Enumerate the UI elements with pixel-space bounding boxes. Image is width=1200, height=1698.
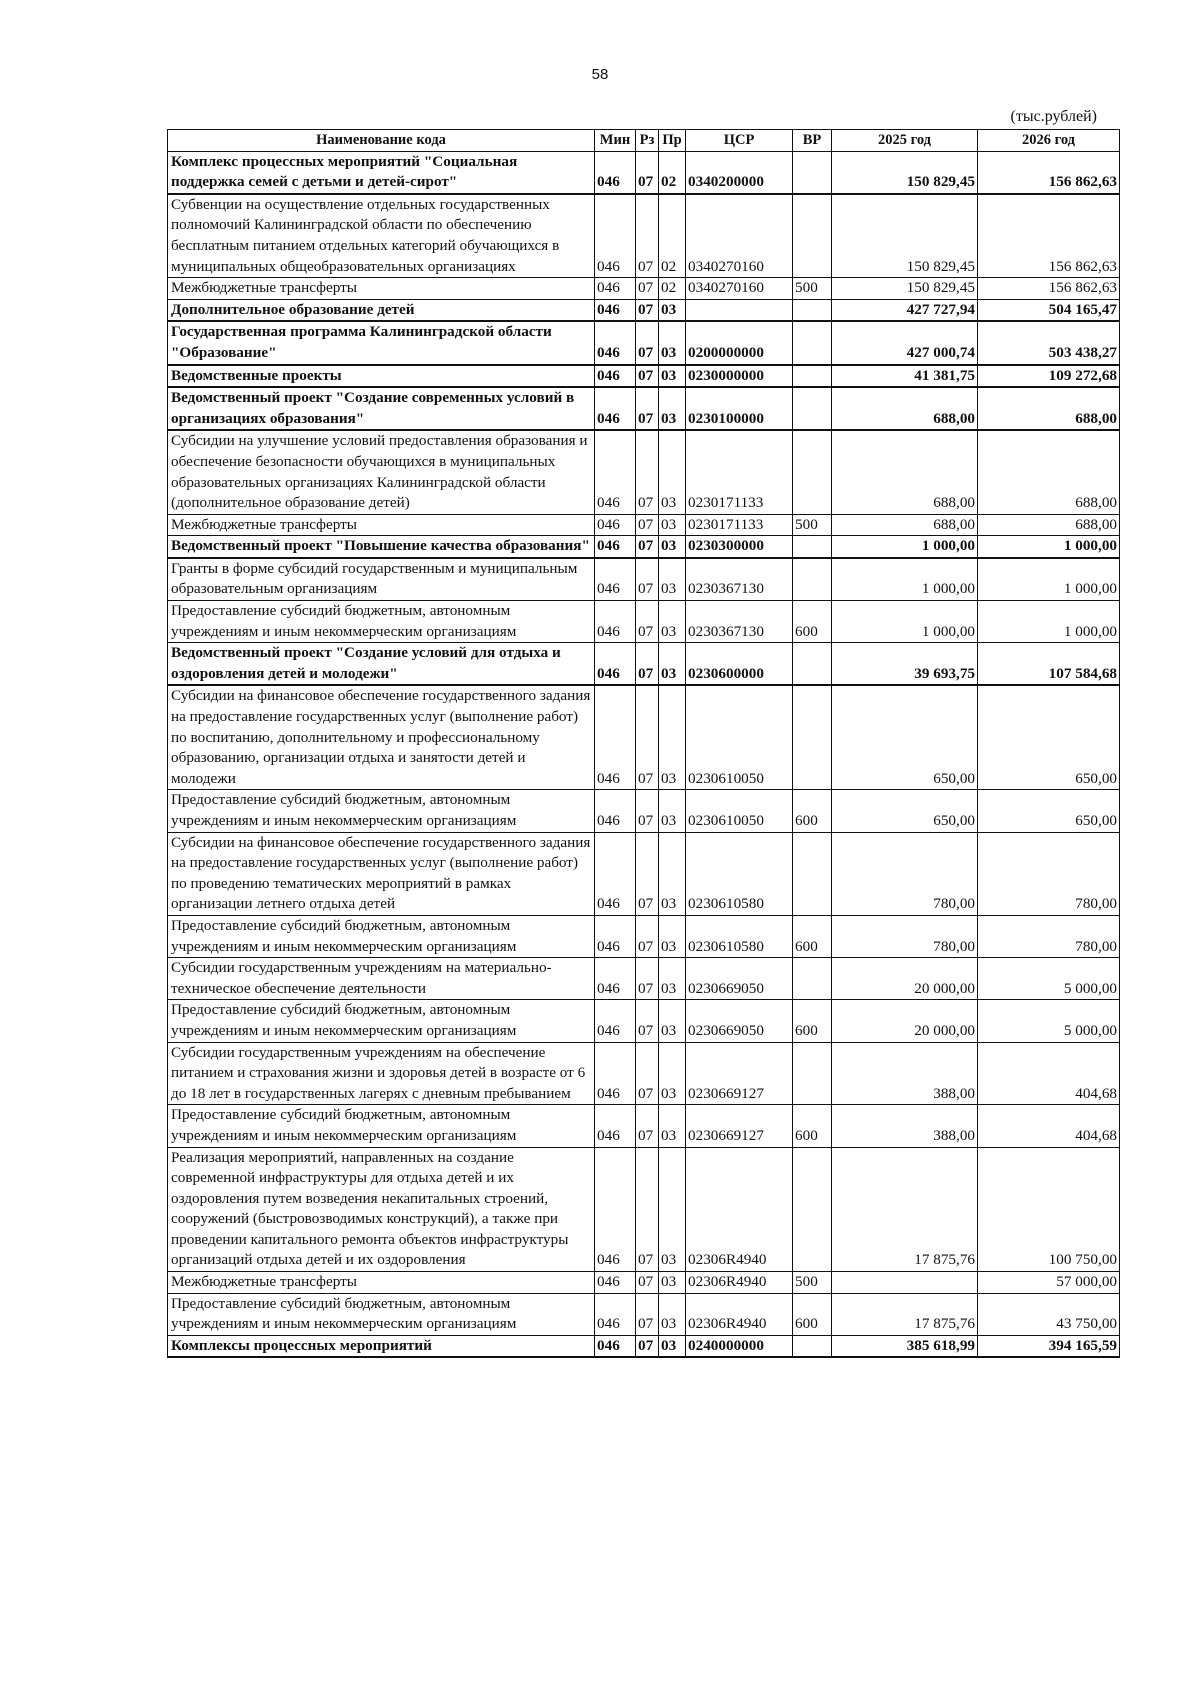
cell-csr: 0230610580 [686, 915, 793, 957]
cell-min: 046 [595, 1335, 636, 1357]
table-row [168, 1293, 1120, 1335]
cell-name: Комплексы процессных мероприятий [168, 1335, 595, 1357]
cell-2025: 17 875,76 [832, 1293, 978, 1335]
cell-2026: 156 862,63 [978, 151, 1120, 194]
cell-csr: 0230100000 [686, 387, 793, 430]
cell-vr: 600 [793, 1105, 832, 1147]
cell-rz: 07 [636, 1335, 659, 1357]
cell-min: 046 [595, 643, 636, 686]
cell-csr: 02306R4940 [686, 1272, 793, 1294]
cell-pr: 03 [659, 1147, 686, 1272]
cell-rz: 07 [636, 643, 659, 686]
table-row [168, 514, 1120, 536]
cell-vr [793, 958, 832, 1000]
table-row [168, 536, 1120, 558]
cell-name: Предоставление субсидий бюджетным, автономным учреждениям и иным некоммерческим организациям [168, 1105, 595, 1147]
table-row [168, 790, 1120, 832]
cell-name: Предоставление субсидий бюджетным, автономным учреждениям и иным некоммерческим организациям [168, 1293, 595, 1335]
cell-2025: 688,00 [832, 387, 978, 430]
cell-csr: 0240000000 [686, 1335, 793, 1357]
cell-name: Субсидии государственным учреждениям на материально-техническое обеспечение деятельности [168, 958, 595, 1000]
table-row [168, 558, 1120, 601]
cell-rz: 07 [636, 685, 659, 789]
page-number: 58 [591, 66, 609, 83]
cell-vr: 600 [793, 790, 832, 832]
cell-min: 046 [595, 365, 636, 388]
cell-2025: 385 618,99 [832, 1335, 978, 1357]
col-header-min: Мин [595, 130, 636, 152]
cell-min: 046 [595, 1293, 636, 1335]
cell-name: Предоставление субсидий бюджетным, автономным учреждениям и иным некоммерческим организациям [168, 1000, 595, 1042]
cell-vr [793, 832, 832, 915]
cell-pr: 03 [659, 1335, 686, 1357]
cell-vr [793, 387, 832, 430]
cell-name: Дополнительное образование детей [168, 299, 595, 321]
cell-name: Ведомственный проект "Создание современных условий в организациях образования" [168, 387, 595, 430]
cell-2026: 503 438,27 [978, 321, 1120, 364]
cell-2025: 1 000,00 [832, 558, 978, 601]
cell-name: Ведомственный проект "Создание условий для отдыха и оздоровления детей и молодежи" [168, 643, 595, 686]
cell-name: Реализация мероприятий, направленных на создание современной инфраструктуры для отдыха детей и их оздоровления путем возведения некапитальных строений, сооружений (быстровозводимых конструкций), а также при проведении капитального ремонта объектов инфраструктуры организаций отдыха детей и их оздоровления [168, 1147, 595, 1272]
cell-vr [793, 365, 832, 388]
cell-vr [793, 1042, 832, 1105]
table-row [168, 685, 1120, 789]
cell-2025: 688,00 [832, 514, 978, 536]
cell-min: 046 [595, 1272, 636, 1294]
cell-2026: 780,00 [978, 915, 1120, 957]
cell-pr: 02 [659, 151, 686, 194]
cell-csr [686, 299, 793, 321]
cell-rz: 07 [636, 1147, 659, 1272]
cell-2026: 404,68 [978, 1042, 1120, 1105]
cell-name: Межбюджетные трансферты [168, 514, 595, 536]
cell-name: Межбюджетные трансферты [168, 278, 595, 300]
table-row [168, 321, 1120, 364]
cell-csr: 0230669050 [686, 958, 793, 1000]
cell-name: Предоставление субсидий бюджетным, автономным учреждениям и иным некоммерческим организациям [168, 915, 595, 957]
cell-vr [793, 558, 832, 601]
cell-pr: 02 [659, 278, 686, 300]
units-label: (тыс.рублей) [1010, 108, 1097, 125]
cell-rz: 07 [636, 194, 659, 278]
cell-min: 046 [595, 958, 636, 1000]
cell-pr: 03 [659, 915, 686, 957]
table-row [168, 151, 1120, 194]
table-header-row [168, 130, 1120, 152]
cell-name: Ведомственные проекты [168, 365, 595, 388]
cell-pr: 03 [659, 601, 686, 643]
cell-2026: 1 000,00 [978, 558, 1120, 601]
cell-vr [793, 536, 832, 558]
cell-pr: 03 [659, 1272, 686, 1294]
cell-rz: 07 [636, 1000, 659, 1042]
cell-pr: 03 [659, 685, 686, 789]
cell-2026: 100 750,00 [978, 1147, 1120, 1272]
col-header-2025: 2025 год [832, 130, 978, 152]
cell-2026: 1 000,00 [978, 601, 1120, 643]
cell-csr: 0230669050 [686, 1000, 793, 1042]
cell-rz: 07 [636, 1105, 659, 1147]
cell-name: Межбюджетные трансферты [168, 1272, 595, 1294]
cell-2025: 780,00 [832, 832, 978, 915]
cell-vr [793, 151, 832, 194]
cell-min: 046 [595, 790, 636, 832]
cell-2026: 688,00 [978, 387, 1120, 430]
cell-min: 046 [595, 321, 636, 364]
table-row [168, 299, 1120, 321]
cell-2026: 107 584,68 [978, 643, 1120, 686]
cell-csr: 0230669127 [686, 1042, 793, 1105]
cell-vr [793, 321, 832, 364]
col-header-name: Наименование кода [168, 130, 595, 152]
cell-2025: 41 381,75 [832, 365, 978, 388]
cell-min: 046 [595, 685, 636, 789]
cell-name: Субсидии на финансовое обеспечение государственного задания на предоставление государственных услуг (выполнение работ) по воспитанию, дополнительному и профессиональному образованию, организации отдыха и занятости детей и молодежи [168, 685, 595, 789]
cell-csr: 0230000000 [686, 365, 793, 388]
cell-csr: 0230669127 [686, 1105, 793, 1147]
cell-pr: 02 [659, 194, 686, 278]
cell-2026: 156 862,63 [978, 194, 1120, 278]
cell-csr: 0230600000 [686, 643, 793, 686]
cell-pr: 03 [659, 832, 686, 915]
cell-name: Гранты в форме субсидий государственным и муниципальным образовательным организациям [168, 558, 595, 601]
cell-min: 046 [595, 514, 636, 536]
cell-rz: 07 [636, 514, 659, 536]
cell-rz: 07 [636, 601, 659, 643]
cell-rz: 07 [636, 1272, 659, 1294]
cell-vr: 600 [793, 601, 832, 643]
cell-2025: 780,00 [832, 915, 978, 957]
cell-2026: 5 000,00 [978, 1000, 1120, 1042]
table-row [168, 278, 1120, 300]
cell-rz: 07 [636, 790, 659, 832]
cell-pr: 03 [659, 299, 686, 321]
table-row [168, 194, 1120, 278]
cell-vr [793, 194, 832, 278]
table-row [168, 430, 1120, 514]
cell-rz: 07 [636, 387, 659, 430]
cell-vr: 600 [793, 1293, 832, 1335]
cell-csr: 02306R4940 [686, 1293, 793, 1335]
cell-rz: 07 [636, 278, 659, 300]
cell-rz: 07 [636, 321, 659, 364]
table-row [168, 365, 1120, 388]
cell-2026: 109 272,68 [978, 365, 1120, 388]
cell-min: 046 [595, 430, 636, 514]
cell-min: 046 [595, 1105, 636, 1147]
cell-2025: 150 829,45 [832, 278, 978, 300]
budget-table [167, 129, 1120, 1358]
cell-pr: 03 [659, 321, 686, 364]
cell-2026: 688,00 [978, 430, 1120, 514]
cell-rz: 07 [636, 958, 659, 1000]
cell-rz: 07 [636, 299, 659, 321]
cell-2025 [832, 1272, 978, 1294]
table-row [168, 601, 1120, 643]
cell-vr: 500 [793, 1272, 832, 1294]
table-row [168, 1042, 1120, 1105]
cell-vr: 500 [793, 514, 832, 536]
cell-min: 046 [595, 832, 636, 915]
cell-min: 046 [595, 299, 636, 321]
cell-2025: 1 000,00 [832, 536, 978, 558]
cell-vr: 600 [793, 915, 832, 957]
cell-2025: 650,00 [832, 685, 978, 789]
col-header-csr: ЦСР [686, 130, 793, 152]
cell-2026: 394 165,59 [978, 1335, 1120, 1357]
cell-2026: 1 000,00 [978, 536, 1120, 558]
cell-min: 046 [595, 1042, 636, 1105]
cell-vr [793, 1147, 832, 1272]
cell-rz: 07 [636, 1293, 659, 1335]
cell-csr: 0200000000 [686, 321, 793, 364]
cell-2026: 504 165,47 [978, 299, 1120, 321]
cell-rz: 07 [636, 832, 659, 915]
cell-csr: 0230367130 [686, 558, 793, 601]
cell-min: 046 [595, 558, 636, 601]
cell-csr: 0230171133 [686, 514, 793, 536]
cell-pr: 03 [659, 430, 686, 514]
cell-2025: 150 829,45 [832, 194, 978, 278]
cell-2025: 388,00 [832, 1105, 978, 1147]
cell-2025: 388,00 [832, 1042, 978, 1105]
cell-vr [793, 643, 832, 686]
cell-csr: 02306R4940 [686, 1147, 793, 1272]
cell-csr: 0230367130 [686, 601, 793, 643]
table-body [168, 151, 1120, 1357]
cell-vr [793, 299, 832, 321]
cell-2025: 650,00 [832, 790, 978, 832]
cell-vr [793, 1335, 832, 1357]
cell-2025: 20 000,00 [832, 1000, 978, 1042]
cell-rz: 07 [636, 365, 659, 388]
table-row [168, 387, 1120, 430]
cell-2025: 39 693,75 [832, 643, 978, 686]
cell-vr [793, 430, 832, 514]
cell-name: Ведомственный проект "Повышение качества образования" [168, 536, 595, 558]
cell-vr [793, 685, 832, 789]
cell-2026: 780,00 [978, 832, 1120, 915]
cell-pr: 03 [659, 790, 686, 832]
cell-pr: 03 [659, 514, 686, 536]
cell-2025: 427 000,74 [832, 321, 978, 364]
table-row [168, 643, 1120, 686]
cell-vr: 600 [793, 1000, 832, 1042]
cell-name: Государственная программа Калининградской области "Образование" [168, 321, 595, 364]
table-row [168, 1000, 1120, 1042]
cell-min: 046 [595, 1000, 636, 1042]
cell-csr: 0230610050 [686, 790, 793, 832]
cell-min: 046 [595, 536, 636, 558]
cell-2025: 1 000,00 [832, 601, 978, 643]
cell-name: Субвенции на осуществление отдельных государственных полномочий Калининградской области по обеспечению бесплатным питанием отдельных категорий обучающихся в муниципальных общеобразовательных организациях [168, 194, 595, 278]
table-row [168, 1335, 1120, 1357]
cell-2026: 156 862,63 [978, 278, 1120, 300]
table-row [168, 1147, 1120, 1272]
cell-min: 046 [595, 151, 636, 194]
col-header-rz: Рз [636, 130, 659, 152]
cell-rz: 07 [636, 915, 659, 957]
cell-2026: 57 000,00 [978, 1272, 1120, 1294]
cell-pr: 03 [659, 558, 686, 601]
cell-pr: 03 [659, 643, 686, 686]
cell-name: Субсидии на улучшение условий предоставления образования и обеспечение безопасности обучающихся в муниципальных образовательных организациях Калининградской области (дополнительное образование детей) [168, 430, 595, 514]
table-row [168, 1272, 1120, 1294]
cell-pr: 03 [659, 1000, 686, 1042]
cell-rz: 07 [636, 1042, 659, 1105]
cell-name: Комплекс процессных мероприятий "Социальная поддержка семей с детьми и детей-сирот" [168, 151, 595, 194]
cell-pr: 03 [659, 1105, 686, 1147]
cell-name: Субсидии государственным учреждениям на обеспечение питанием и страхования жизни и здоровья детей в возрасте от 6 до 18 лет в государственных лагерях с дневным пребыванием [168, 1042, 595, 1105]
cell-rz: 07 [636, 536, 659, 558]
cell-vr: 500 [793, 278, 832, 300]
cell-pr: 03 [659, 1042, 686, 1105]
cell-min: 046 [595, 387, 636, 430]
cell-2026: 5 000,00 [978, 958, 1120, 1000]
cell-2025: 427 727,94 [832, 299, 978, 321]
cell-2026: 688,00 [978, 514, 1120, 536]
cell-min: 046 [595, 1147, 636, 1272]
cell-pr: 03 [659, 365, 686, 388]
cell-2025: 17 875,76 [832, 1147, 978, 1272]
cell-csr: 0230171133 [686, 430, 793, 514]
cell-pr: 03 [659, 536, 686, 558]
cell-csr: 0230610580 [686, 832, 793, 915]
cell-2025: 688,00 [832, 430, 978, 514]
cell-csr: 0230300000 [686, 536, 793, 558]
cell-csr: 0340270160 [686, 194, 793, 278]
cell-pr: 03 [659, 387, 686, 430]
table-row [168, 832, 1120, 915]
cell-csr: 0340270160 [686, 278, 793, 300]
table-row [168, 1105, 1120, 1147]
cell-pr: 03 [659, 1293, 686, 1335]
table-row [168, 958, 1120, 1000]
cell-name: Субсидии на финансовое обеспечение государственного задания на предоставление государственных услуг (выполнение работ) по проведению тематических мероприятий в рамках организации летнего отдыха детей [168, 832, 595, 915]
cell-2026: 650,00 [978, 790, 1120, 832]
cell-min: 046 [595, 278, 636, 300]
col-header-pr: Пр [659, 130, 686, 152]
cell-csr: 0340200000 [686, 151, 793, 194]
cell-2025: 20 000,00 [832, 958, 978, 1000]
table-row [168, 915, 1120, 957]
cell-pr: 03 [659, 958, 686, 1000]
cell-rz: 07 [636, 558, 659, 601]
col-header-vr: ВР [793, 130, 832, 152]
cell-rz: 07 [636, 151, 659, 194]
cell-min: 046 [595, 915, 636, 957]
cell-2026: 650,00 [978, 685, 1120, 789]
cell-2026: 404,68 [978, 1105, 1120, 1147]
cell-2025: 150 829,45 [832, 151, 978, 194]
cell-min: 046 [595, 194, 636, 278]
cell-2026: 43 750,00 [978, 1293, 1120, 1335]
col-header-2026: 2026 год [978, 130, 1120, 152]
cell-csr: 0230610050 [686, 685, 793, 789]
cell-min: 046 [595, 601, 636, 643]
cell-rz: 07 [636, 430, 659, 514]
cell-name: Предоставление субсидий бюджетным, автономным учреждениям и иным некоммерческим организациям [168, 790, 595, 832]
cell-name: Предоставление субсидий бюджетным, автономным учреждениям и иным некоммерческим организациям [168, 601, 595, 643]
